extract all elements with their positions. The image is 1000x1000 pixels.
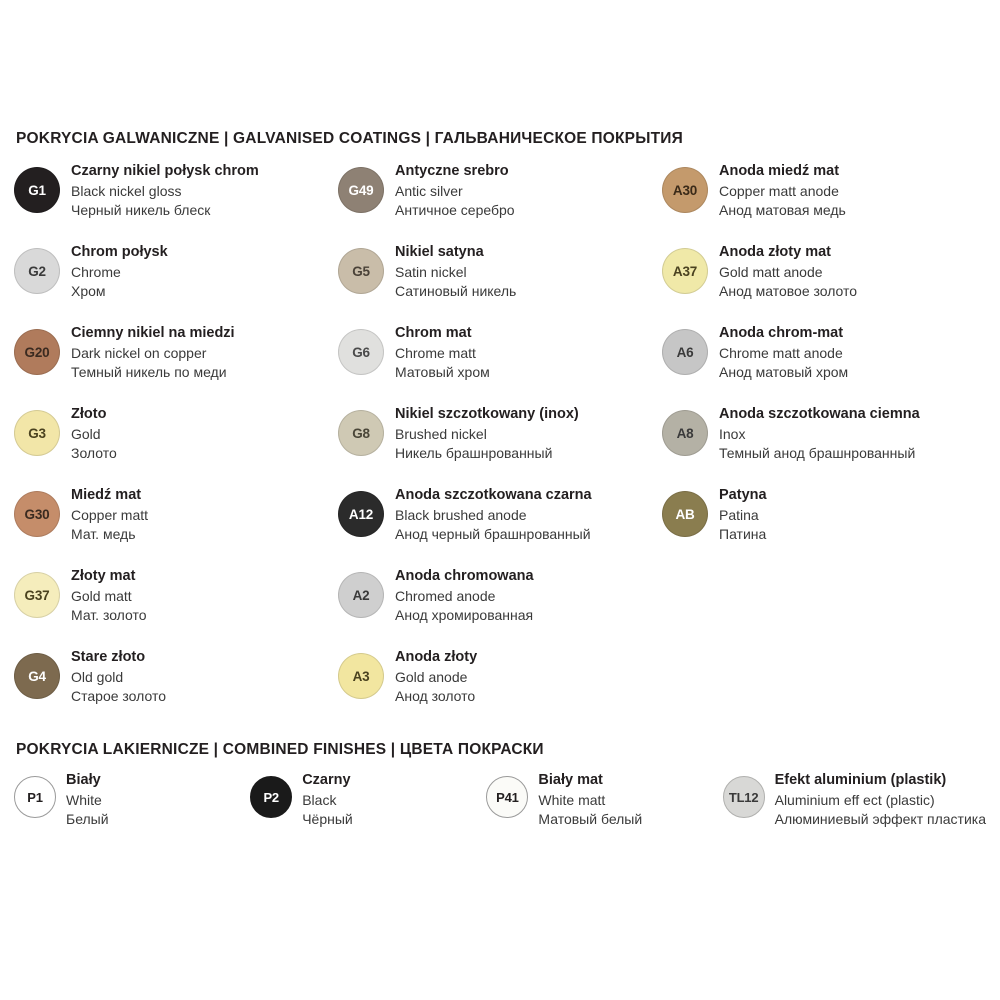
- label-en: White: [66, 791, 102, 808]
- label-en: Chrome matt anode: [719, 344, 843, 361]
- label-pl: Biały mat: [538, 772, 603, 788]
- label-ru: Анод хромированная: [395, 606, 534, 623]
- label-ru: Анод матовый хром: [719, 363, 849, 380]
- label-en: Brushed nickel: [395, 425, 487, 442]
- label-ru: Золото: [71, 444, 117, 461]
- swatch: G1: [14, 167, 60, 213]
- label-en: Satin nickel: [395, 263, 467, 280]
- label-ru: Анод черный брашнрованный: [395, 525, 591, 542]
- coating-labels: [71, 569, 147, 622]
- label-en: Gold anode: [395, 668, 468, 685]
- label-en: Copper matt: [71, 506, 149, 523]
- coating-item[interactable]: [14, 650, 338, 731]
- coating-item[interactable]: [14, 245, 338, 326]
- coating-labels: [71, 488, 148, 541]
- coating-item[interactable]: [662, 326, 986, 407]
- paint-labels: [538, 773, 642, 826]
- label-pl: Antyczne srebro: [395, 163, 509, 179]
- coating-labels: [395, 326, 490, 379]
- swatch: G30: [14, 491, 60, 537]
- swatch: A12: [338, 491, 384, 537]
- coating-item[interactable]: [338, 488, 662, 569]
- coating-item[interactable]: [662, 164, 986, 245]
- label-en: Gold matt anode: [719, 263, 823, 280]
- coating-labels: [395, 245, 516, 298]
- label-ru: Анод золото: [395, 687, 476, 704]
- label-ru: Мат. медь: [71, 525, 136, 542]
- label-ru: Матовый белый: [538, 810, 643, 827]
- label-pl: Efekt aluminium (plastik): [774, 772, 947, 788]
- coating-labels: [71, 650, 166, 703]
- label-en: Gold: [71, 425, 101, 442]
- label-ru: Темный никель по меди: [71, 363, 227, 380]
- galvanised-column-2: [338, 164, 662, 731]
- swatch: P1: [14, 776, 56, 818]
- label-pl: Miedź mat: [71, 487, 142, 503]
- label-pl: Anoda złoty mat: [719, 244, 831, 260]
- swatch: A6: [662, 329, 708, 375]
- coating-item[interactable]: [662, 407, 986, 488]
- coating-item[interactable]: [14, 164, 338, 245]
- label-en: Aluminium eff ect (plastic): [774, 791, 935, 808]
- coating-item[interactable]: [14, 326, 338, 407]
- label-pl: Anoda miedź mat: [719, 163, 840, 179]
- label-ru: Матовый хром: [395, 363, 490, 380]
- label-en: Dark nickel on copper: [71, 344, 207, 361]
- swatch: AB: [662, 491, 708, 537]
- label-pl: Anoda chrom-mat: [719, 325, 844, 341]
- swatch: G37: [14, 572, 60, 618]
- label-pl: Anoda szczotkowana czarna: [395, 487, 592, 503]
- coating-labels: [719, 407, 920, 460]
- swatch: G20: [14, 329, 60, 375]
- label-en: Antic silver: [395, 182, 463, 199]
- label-pl: Nikiel szczotkowany (inox): [395, 406, 579, 422]
- label-en: Copper matt anode: [719, 182, 839, 199]
- label-en: Old gold: [71, 668, 124, 685]
- coating-item[interactable]: [338, 326, 662, 407]
- coating-labels: [719, 245, 857, 298]
- coating-item[interactable]: [338, 407, 662, 488]
- swatch: A2: [338, 572, 384, 618]
- coating-item[interactable]: [14, 488, 338, 569]
- galvanised-column-1: [14, 164, 338, 731]
- coating-item[interactable]: [338, 569, 662, 650]
- label-pl: Czarny: [302, 772, 351, 788]
- label-en: Inox: [719, 425, 746, 442]
- coating-labels: [395, 650, 477, 703]
- coating-item[interactable]: [338, 650, 662, 731]
- paint-labels: [66, 773, 109, 826]
- coating-labels: [395, 164, 515, 217]
- label-ru: Мат. золото: [71, 606, 147, 623]
- coating-labels: [71, 326, 235, 379]
- galvanised-section-title: POKRYCIA GALWANICZNE | GALVANISED COATINGS | ГАЛЬВАНИЧЕСКОЕ ПОКРЫТИЯ: [16, 130, 683, 147]
- label-pl: Złoty mat: [71, 568, 136, 584]
- coating-labels: [719, 326, 848, 379]
- label-ru: Никель брашнрованный: [395, 444, 553, 461]
- label-en: White matt: [538, 791, 606, 808]
- swatch: A3: [338, 653, 384, 699]
- swatch: A8: [662, 410, 708, 456]
- swatch: A37: [662, 248, 708, 294]
- label-ru: Античное серебро: [395, 201, 515, 218]
- swatch: G8: [338, 410, 384, 456]
- label-en: Black: [302, 791, 337, 808]
- paint-item[interactable]: [486, 773, 722, 843]
- label-ru: Черный никель блеск: [71, 201, 211, 218]
- label-ru: Темный анод брашнрованный: [719, 444, 916, 461]
- swatch: A30: [662, 167, 708, 213]
- coating-labels: [719, 164, 846, 217]
- swatch: TL12: [723, 776, 765, 818]
- label-pl: Ciemny nikiel na miedzi: [71, 325, 235, 341]
- swatch: P41: [486, 776, 528, 818]
- label-ru: Белый: [66, 810, 109, 827]
- label-en: Black brushed anode: [395, 506, 527, 523]
- label-en: Gold matt: [71, 587, 132, 604]
- label-pl: Chrom mat: [395, 325, 472, 341]
- label-pl: Stare złoto: [71, 649, 146, 665]
- label-ru: Анод матовое золото: [719, 282, 858, 299]
- label-en: Chrome matt: [395, 344, 476, 361]
- coating-labels: [719, 488, 767, 541]
- label-pl: Anoda chromowana: [395, 568, 534, 584]
- galvanised-grid: [14, 164, 986, 731]
- label-ru: Патина: [719, 525, 767, 542]
- swatch: G2: [14, 248, 60, 294]
- label-ru: Анод матовая медь: [719, 201, 846, 218]
- paint-labels: [775, 773, 986, 826]
- swatch: P2: [250, 776, 292, 818]
- coating-item[interactable]: [14, 407, 338, 488]
- label-en: Chromed anode: [395, 587, 496, 604]
- paint-item[interactable]: [14, 773, 250, 843]
- coating-item[interactable]: [338, 164, 662, 245]
- label-pl: Anoda szczotkowana ciemna: [719, 406, 920, 422]
- label-pl: Złoto: [71, 406, 107, 422]
- coating-labels: [395, 407, 579, 460]
- label-pl: Anoda złoty: [395, 649, 478, 665]
- paint-grid: [14, 773, 986, 843]
- coating-item[interactable]: [338, 245, 662, 326]
- label-ru: Сатиновый никель: [395, 282, 517, 299]
- coating-labels: [71, 245, 168, 298]
- label-ru: Чёрный: [302, 810, 353, 827]
- paint-item[interactable]: [250, 773, 486, 843]
- coating-labels: [395, 569, 534, 622]
- coating-item[interactable]: [662, 245, 986, 326]
- label-pl: Czarny nikiel połysk chrom: [71, 163, 259, 179]
- label-en: Black nickel gloss: [71, 182, 182, 199]
- label-pl: Nikiel satyna: [395, 244, 484, 260]
- coating-labels: [395, 488, 592, 541]
- label-ru: Старое золото: [71, 687, 166, 704]
- label-pl: Biały: [66, 772, 101, 788]
- galvanised-column-3: [662, 164, 986, 731]
- label-ru: Хром: [71, 282, 106, 299]
- coating-labels: [71, 164, 259, 217]
- coating-labels: [71, 407, 117, 460]
- swatch: G4: [14, 653, 60, 699]
- paint-section-title: POKRYCIA LAKIERNICZE | COMBINED FINISHES | ЦВЕТА ПОКРАСКИ: [16, 741, 544, 758]
- label-ru: Алюминиевый эффект пластика: [774, 810, 986, 827]
- label-pl: Patyna: [719, 487, 767, 503]
- swatch: G5: [338, 248, 384, 294]
- coating-item[interactable]: [662, 488, 986, 569]
- label-pl: Chrom połysk: [71, 244, 168, 260]
- label-en: Chrome: [71, 263, 121, 280]
- swatch: G49: [338, 167, 384, 213]
- paint-item[interactable]: [723, 773, 986, 843]
- coating-item[interactable]: [14, 569, 338, 650]
- swatch: G3: [14, 410, 60, 456]
- paint-labels: [302, 773, 353, 826]
- swatch: G6: [338, 329, 384, 375]
- label-en: Patina: [719, 506, 759, 523]
